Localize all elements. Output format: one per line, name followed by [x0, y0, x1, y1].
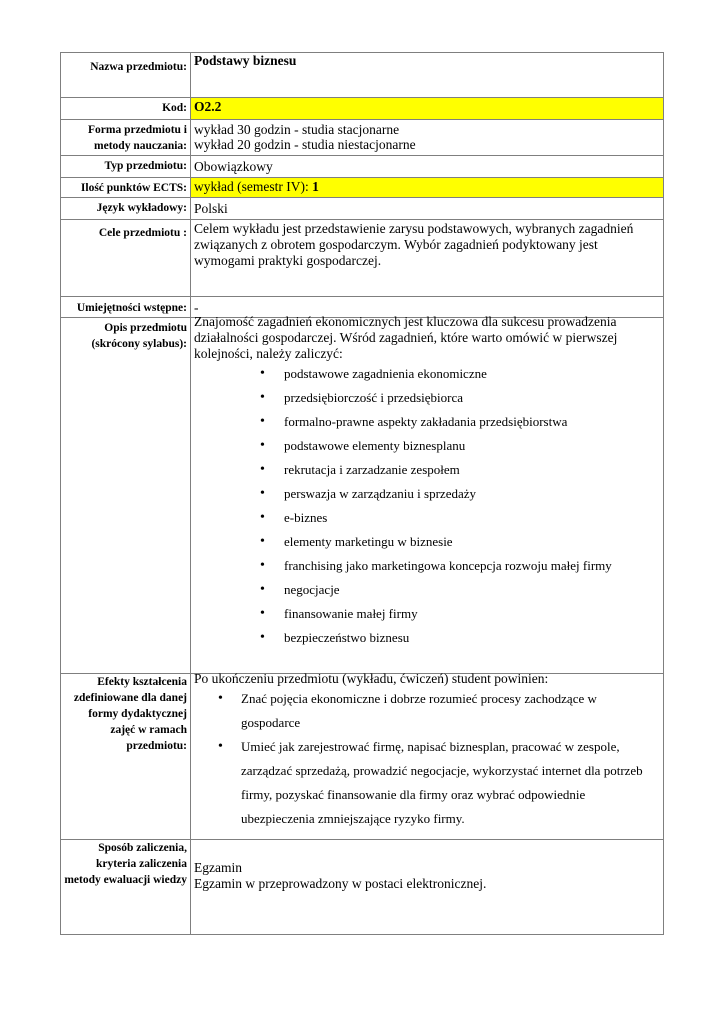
ects-text: wykład (semestr IV):	[194, 179, 313, 194]
row-syllabus	[61, 318, 664, 674]
row-language	[61, 198, 664, 220]
form-value	[191, 120, 664, 156]
form-line-1: wykład 30 godzin - studia stacjonarne	[194, 122, 400, 137]
topic-list	[194, 362, 659, 650]
effects-value	[191, 671, 664, 840]
syllabus-label: Opis przedmiotu (skrócony sylabus):	[61, 318, 191, 674]
goals-value: Celem wykładu jest przedstawienie zarysu podstawowych, wybranych zagadnień związanych z obrotem gospodarczym. Wybór zagadnień podyktowany jest wymogami praktyki gospodarczej.	[191, 220, 664, 297]
prereq-label: Umiejętności wstępne:	[61, 297, 191, 318]
ects-points: 1	[312, 179, 319, 194]
type-value: Obowiązkowy	[191, 156, 664, 178]
assessment-value	[191, 840, 664, 935]
effects-intro: Po ukończeniu przedmiotu (wykładu, ćwiczeń) student powinien:	[194, 671, 549, 686]
row-effects	[61, 674, 664, 840]
row-form	[61, 120, 664, 156]
row-code	[61, 98, 664, 120]
list-item: • bezpieczeństwo biznesu	[260, 626, 659, 650]
course-card	[60, 52, 664, 935]
list-item: • negocjacje	[260, 578, 659, 602]
list-item: • rekrutacja i zarzadzanie zespołem	[260, 458, 659, 482]
ects-value	[191, 178, 664, 198]
form-line-2: wykład 20 godzin - studia niestacjonarne	[194, 137, 416, 152]
language-value: Polski	[191, 198, 664, 220]
row-ects	[61, 178, 664, 198]
assessment-label: Sposób zaliczenia, kryteria zaliczenia metody ewaluacji wiedzy	[61, 840, 191, 935]
list-item: • przedsiębiorczość i przedsiębiorca	[260, 386, 659, 410]
row-assessment	[61, 840, 664, 935]
name-label: Nazwa przedmiotu:	[61, 53, 191, 98]
syllabus-intro: Znajomość zagadnień ekonomicznych jest kluczowa dla sukcesu prowadzenia działalności gospodarczej. Wśród zagadnień, które warto omówić w pierwszej kolejności, należy zaliczyć:	[194, 314, 618, 361]
row-type	[61, 156, 664, 178]
course-code: O2.2	[191, 98, 664, 120]
list-item: • podstawowe zagadnienia ekonomiczne	[260, 362, 659, 386]
list-item: • franchising jako marketingowa koncepcja rozwoju małej firmy	[260, 554, 659, 578]
effects-label: Efekty kształcenia zdefiniowane dla danej formy dydaktycznej zajęć w ramach przedmiotu:	[61, 674, 191, 840]
list-item: • finansowanie małej firmy	[260, 602, 659, 626]
syllabus-value	[191, 314, 664, 674]
code-label: Kod:	[61, 98, 191, 120]
prereq-value: -	[191, 297, 664, 318]
language-label: Język wykładowy:	[61, 198, 191, 220]
ects-label: Ilość punktów ECTS:	[61, 178, 191, 198]
form-label: Forma przedmiotu i metody nauczania:	[61, 120, 191, 156]
row-goals	[61, 220, 664, 297]
assessment-line-2: Egzamin w przeprowadzony w postaci elektronicznej.	[194, 876, 487, 891]
effects-list	[194, 687, 659, 831]
course-title: Podstawy biznesu	[191, 53, 664, 98]
goals-label: Cele przedmiotu :	[61, 220, 191, 297]
list-item: • elementy marketingu w biznesie	[260, 530, 659, 554]
list-item: • e-biznes	[260, 506, 659, 530]
assessment-line-1: Egzamin	[194, 860, 242, 875]
list-item: • podstawowe elementy biznesplanu	[260, 434, 659, 458]
list-item: • formalno-prawne aspekty zakładania przedsiębiorstwa	[260, 410, 659, 434]
row-name	[61, 53, 664, 98]
list-item: • Znać pojęcia ekonomiczne i dobrze rozumieć procesy zachodzące w gospodarce	[214, 687, 659, 735]
type-label: Typ przedmiotu:	[61, 156, 191, 178]
list-item: • Umieć jak zarejestrować firmę, napisać biznesplan, pracować w zespole, zarządzać sprzedażą, prowadzić negocjacje, wykorzystać internet dla potrzeb firmy, pozyskać finansowanie dla firmy oraz wybrać odpowiednie ubezpieczenia zmniejszające ryzyko firmy.	[214, 735, 659, 831]
list-item: • perswazja w zarządzaniu i sprzedaży	[260, 482, 659, 506]
course-table	[60, 52, 664, 935]
